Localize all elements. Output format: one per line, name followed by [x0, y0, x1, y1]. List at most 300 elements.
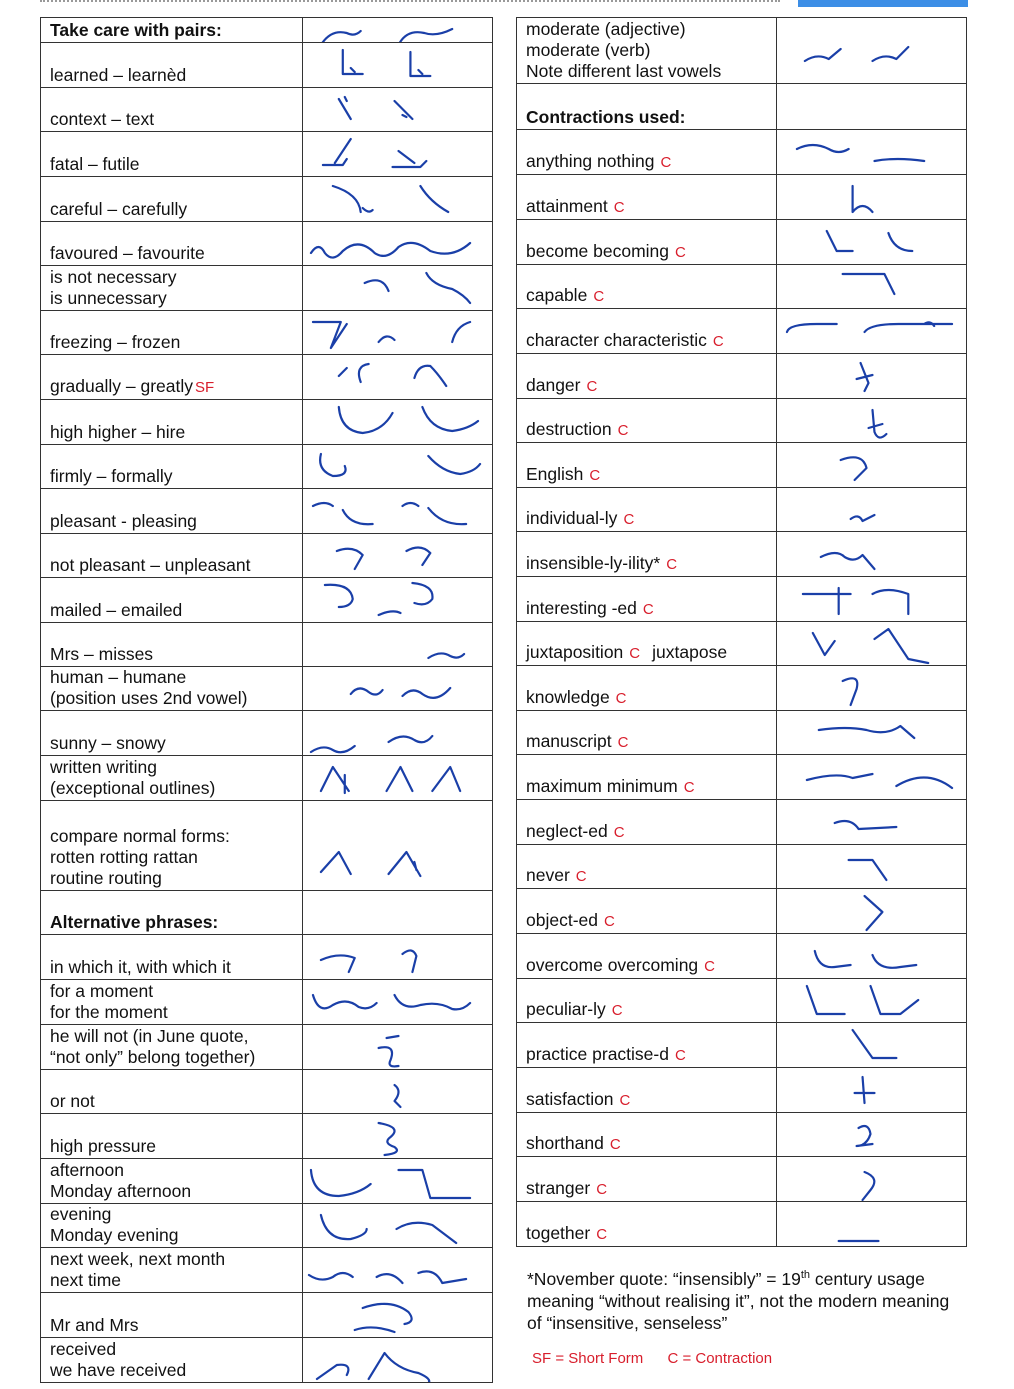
- left-label: [41, 600, 302, 622]
- right-label-line: peculiar-ly C: [526, 999, 623, 1019]
- left-shorthand-cell: [303, 1204, 493, 1248]
- left-shorthand-cell: [303, 266, 493, 311]
- left-shorthand-cell: [303, 980, 493, 1025]
- left-table: [40, 17, 493, 1383]
- shorthand-outline: [303, 535, 492, 577]
- left-row: [41, 132, 493, 177]
- right-label-line: maximum minimum C: [526, 776, 695, 796]
- pen-stroke: [815, 951, 916, 968]
- shorthand-outline: [303, 223, 492, 265]
- right-label-line: neglect-ed C: [526, 821, 625, 841]
- left-label: [41, 667, 302, 710]
- right-shorthand-cell: [777, 711, 967, 755]
- shorthand-outline: [777, 310, 966, 353]
- left-label-cell: [41, 1293, 303, 1338]
- right-shorthand-cell: [777, 130, 967, 175]
- left-label-cell: [41, 177, 303, 222]
- shorthand-strokes: [303, 89, 492, 131]
- pen-stroke: [323, 139, 426, 167]
- left-row: [41, 222, 493, 266]
- pen-stroke: [321, 1215, 456, 1243]
- shorthand-strokes: [777, 1069, 966, 1112]
- right-label-line: overcome overcoming C: [526, 955, 715, 975]
- left-row: [41, 177, 493, 222]
- left-label-cell: [41, 1159, 303, 1204]
- legend: [532, 1350, 772, 1367]
- left-label: [41, 511, 302, 533]
- right-label: [517, 330, 776, 353]
- left-label-line: fatal – futile: [50, 154, 140, 174]
- shorthand-outline: [777, 400, 966, 442]
- left-shorthand-cell: [303, 534, 493, 578]
- shorthand-strokes: [777, 221, 966, 264]
- left-row: [41, 1159, 493, 1204]
- left-row: [41, 1204, 493, 1248]
- left-label-line: high higher – hire: [50, 422, 186, 442]
- left-row: [41, 578, 493, 623]
- right-label-cell: [517, 577, 777, 622]
- right-table-body: [517, 18, 967, 1247]
- left-label-line: human – humane: [50, 667, 187, 687]
- right-row: [517, 889, 967, 934]
- pen-stroke: [797, 145, 924, 161]
- shorthand-strokes: [303, 490, 492, 533]
- left-label: [41, 757, 302, 800]
- contraction-tag: C: [615, 690, 627, 707]
- left-label: [41, 243, 302, 265]
- left-row: [41, 355, 493, 400]
- left-row: [41, 18, 493, 43]
- left-label-cell: [41, 623, 303, 667]
- right-label: [517, 865, 776, 888]
- pen-stroke: [395, 1085, 401, 1107]
- shorthand-strokes: [303, 267, 492, 310]
- right-shorthand-cell: [777, 934, 967, 979]
- pen-stroke: [857, 363, 873, 391]
- contraction-tag: C: [589, 467, 601, 484]
- contraction-tag: C: [596, 1181, 608, 1198]
- right-label-cell: [517, 532, 777, 577]
- shorthand-strokes: [777, 667, 966, 710]
- left-row: [41, 1070, 493, 1114]
- shorthand-outline: [303, 312, 492, 354]
- left-label-line: written writing: [50, 757, 157, 777]
- pen-stroke: [855, 1077, 875, 1103]
- shorthand-strokes: [303, 802, 492, 890]
- right-shorthand-cell: [777, 1202, 967, 1247]
- left-label: [41, 466, 302, 488]
- shorthand-outline: [303, 579, 492, 622]
- left-label: [41, 1339, 302, 1382]
- shorthand-strokes: [777, 489, 966, 531]
- pen-stroke: [865, 896, 883, 930]
- left-shorthand-cell: [303, 1338, 493, 1383]
- left-label-line: Monday afternoon: [50, 1181, 192, 1201]
- left-row: [41, 43, 493, 88]
- left-label: [41, 267, 302, 310]
- shorthand-strokes: [777, 533, 966, 576]
- right-row: [517, 130, 967, 175]
- right-label: [517, 19, 776, 83]
- shorthand-strokes: [777, 400, 966, 442]
- right-label-line: object-ed C: [526, 910, 615, 930]
- right-label-cell: [517, 889, 777, 934]
- left-label-cell: [41, 222, 303, 266]
- left-label-line: pleasant - pleasing: [50, 511, 197, 531]
- left-label-line: evening: [50, 1204, 112, 1224]
- right-label-cell: [517, 84, 777, 130]
- left-label-line: high pressure: [50, 1136, 157, 1156]
- shorthand-strokes: [303, 757, 492, 800]
- right-row: [517, 443, 967, 488]
- left-label-line: Alternative phrases:: [50, 912, 219, 932]
- shorthand-outline: [777, 712, 966, 754]
- right-shorthand-cell: [777, 979, 967, 1023]
- right-shorthand-cell: [777, 399, 967, 443]
- shorthand-strokes: [303, 668, 492, 710]
- shorthand-outline: [303, 1160, 492, 1203]
- shorthand-outline: [777, 756, 966, 799]
- left-row: [41, 801, 493, 891]
- left-label-line: context – text: [50, 109, 155, 129]
- pen-stroke: [351, 688, 450, 698]
- left-shorthand-cell: [303, 801, 493, 891]
- pen-stroke: [325, 583, 433, 615]
- right-row: [517, 1068, 967, 1113]
- right-row: [517, 488, 967, 532]
- left-label-line: “not only” belong together): [50, 1047, 256, 1067]
- right-label-line: anything nothing C: [526, 151, 672, 171]
- left-label: [41, 912, 302, 934]
- left-label-cell: [41, 489, 303, 534]
- right-label-cell: [517, 488, 777, 532]
- left-label-cell: [41, 980, 303, 1025]
- shorthand-outline: [303, 624, 492, 666]
- left-label-cell: [41, 801, 303, 891]
- left-row: [41, 891, 493, 935]
- right-shorthand-cell: [777, 577, 967, 622]
- left-label: [41, 376, 302, 399]
- shorthand-strokes: [303, 535, 492, 577]
- shorthand-strokes: [777, 890, 966, 933]
- shorthand-strokes: [777, 444, 966, 487]
- pen-stroke: [339, 364, 446, 386]
- left-label: [41, 957, 302, 979]
- right-label: [517, 1089, 776, 1112]
- right-label: [517, 955, 776, 978]
- left-label-cell: [41, 355, 303, 400]
- shorthand-outline: [303, 802, 492, 890]
- left-label-line: Mr and Mrs: [50, 1315, 139, 1335]
- contraction-tag: C: [617, 422, 629, 439]
- left-shorthand-cell: [303, 935, 493, 980]
- right-row: [517, 622, 967, 666]
- shorthand-strokes: [777, 1024, 966, 1067]
- left-label: [41, 332, 302, 354]
- left-row: [41, 935, 493, 980]
- shorthand-outline: [777, 1024, 966, 1067]
- right-label: [517, 241, 776, 264]
- right-label: [517, 999, 776, 1022]
- right-shorthand-cell: [777, 488, 967, 532]
- shorthand-strokes: [777, 131, 966, 174]
- right-label-cell: [517, 130, 777, 175]
- contraction-tag: C: [660, 154, 672, 171]
- right-shorthand-cell: [777, 889, 967, 934]
- right-shorthand-cell: [777, 1068, 967, 1113]
- right-label: [517, 285, 776, 308]
- left-shorthand-cell: [303, 891, 493, 935]
- left-label-cell: [41, 311, 303, 355]
- left-row: [41, 445, 493, 489]
- left-label: [41, 555, 302, 577]
- left-label-line: (position uses 2nd vowel): [50, 688, 248, 708]
- left-label-line: sunny – snowy: [50, 733, 166, 753]
- right-row: [517, 1202, 967, 1247]
- right-shorthand-cell: [777, 1023, 967, 1068]
- shorthand-outline: [303, 267, 492, 310]
- right-label-cell: [517, 1068, 777, 1113]
- right-label: [517, 419, 776, 442]
- contraction-tag: C: [596, 1226, 608, 1243]
- left-label: [41, 1249, 302, 1292]
- right-label-cell: [517, 622, 777, 666]
- right-label: [517, 196, 776, 219]
- footnote: [527, 1264, 957, 1334]
- left-label: [41, 1091, 302, 1113]
- pen-stroke: [311, 736, 432, 752]
- right-row: [517, 220, 967, 265]
- right-label-cell: [517, 1113, 777, 1157]
- right-label-line: destruction C: [526, 419, 629, 439]
- header-accent-bar: [798, 0, 968, 7]
- right-label: [517, 1133, 776, 1156]
- left-row: [41, 980, 493, 1025]
- right-row: [517, 354, 967, 399]
- left-label: [41, 422, 302, 444]
- left-label-cell: [41, 1204, 303, 1248]
- right-row: [517, 1023, 967, 1068]
- contraction-tag: C: [642, 601, 654, 618]
- pen-stroke: [309, 1271, 466, 1283]
- shorthand-outline: [303, 1071, 492, 1113]
- right-label: [517, 107, 776, 129]
- right-shorthand-cell: [777, 265, 967, 309]
- shorthand-outline: [303, 1205, 492, 1247]
- shorthand-outline: [303, 892, 492, 934]
- pen-stroke: [835, 821, 897, 829]
- pen-stroke: [843, 274, 895, 294]
- left-label: [41, 1026, 302, 1069]
- contraction-tag: C: [604, 913, 615, 930]
- left-shorthand-cell: [303, 222, 493, 266]
- right-label: [517, 464, 776, 487]
- right-label-cell: [517, 1023, 777, 1068]
- left-shorthand-cell: [303, 1025, 493, 1070]
- shorthand-outline: [777, 489, 966, 531]
- left-label-line: or not: [50, 1091, 95, 1111]
- left-label: [41, 1315, 302, 1337]
- right-label-cell: [517, 220, 777, 265]
- pen-stroke: [321, 29, 452, 42]
- shorthand-strokes: [777, 1203, 966, 1246]
- pen-stroke: [851, 515, 875, 521]
- left-label-cell: [41, 445, 303, 489]
- left-shorthand-cell: [303, 400, 493, 445]
- right-row: [517, 175, 967, 220]
- shorthand-outline: [303, 89, 492, 131]
- right-label: [517, 151, 776, 174]
- shorthand-outline: [303, 1026, 492, 1069]
- right-label-line: shorthand C: [526, 1133, 621, 1153]
- pen-stroke: [821, 553, 875, 569]
- shorthand-outline: [777, 890, 966, 933]
- contraction-tag: C: [666, 556, 678, 573]
- pen-stroke: [803, 588, 908, 614]
- right-label-cell: [517, 1202, 777, 1247]
- pen-stroke: [853, 1030, 897, 1058]
- right-label-line: interesting -ed C: [526, 598, 654, 618]
- shorthand-strokes: [303, 1205, 492, 1247]
- shorthand-strokes: [777, 176, 966, 219]
- right-shorthand-cell: [777, 354, 967, 399]
- left-label-cell: [41, 1338, 303, 1383]
- pen-stroke: [813, 629, 928, 663]
- right-label-cell: [517, 309, 777, 354]
- right-row: [517, 309, 967, 354]
- left-label-line: rotten rotting rattan: [50, 847, 198, 867]
- shorthand-outline: [777, 1158, 966, 1201]
- left-label-line: learned – learnèd: [50, 65, 187, 85]
- shorthand-strokes: [777, 980, 966, 1022]
- right-shorthand-cell: [777, 1157, 967, 1202]
- right-label-line: capable C: [526, 285, 605, 305]
- contraction-tag: C: [674, 1047, 686, 1064]
- contraction-tag: C: [683, 779, 695, 796]
- shorthand-strokes: [303, 223, 492, 265]
- shorthand-outline: [777, 980, 966, 1022]
- shorthand-strokes: [777, 310, 966, 353]
- pen-stroke: [365, 273, 470, 303]
- right-row: [517, 755, 967, 800]
- left-label-line: Mrs – misses: [50, 644, 154, 664]
- right-table: [516, 17, 967, 1247]
- left-row: [41, 667, 493, 711]
- shorthand-strokes: [777, 756, 966, 799]
- shorthand-strokes: [777, 935, 966, 978]
- left-label-cell: [41, 1025, 303, 1070]
- right-label-line: danger C: [526, 375, 598, 395]
- left-row: [41, 489, 493, 534]
- left-row: [41, 534, 493, 578]
- left-label-line: is unnecessary: [50, 288, 167, 308]
- right-label-cell: [517, 711, 777, 755]
- shorthand-outline: [303, 981, 492, 1024]
- contraction-tag: C: [609, 1136, 621, 1153]
- shorthand-strokes: [303, 981, 492, 1024]
- pen-stroke: [321, 950, 416, 972]
- left-shorthand-cell: [303, 18, 493, 43]
- contraction-tag: C: [704, 958, 715, 975]
- pen-stroke: [819, 726, 914, 738]
- left-label-line: (exceptional outlines): [50, 778, 216, 798]
- pen-stroke: [339, 97, 413, 119]
- left-label: [41, 1204, 302, 1247]
- left-shorthand-cell: [303, 1114, 493, 1159]
- shorthand-strokes: [303, 356, 492, 399]
- shorthand-strokes: [777, 1114, 966, 1156]
- left-shorthand-cell: [303, 43, 493, 88]
- pen-stroke: [805, 47, 908, 61]
- left-shorthand-cell: [303, 132, 493, 177]
- right-label-cell: [517, 399, 777, 443]
- shorthand-outline: [303, 401, 492, 444]
- right-label-line: together C: [526, 1223, 608, 1243]
- right-label-line: practice practise-d C: [526, 1044, 686, 1064]
- right-row: [517, 934, 967, 979]
- shorthand-strokes: [303, 712, 492, 755]
- contraction-tag: C: [623, 511, 635, 528]
- pen-stroke: [849, 860, 887, 880]
- left-label: [41, 1136, 302, 1158]
- left-label-line: Take care with pairs:: [50, 20, 222, 40]
- right-row: [517, 265, 967, 309]
- shorthand-outline: [303, 936, 492, 979]
- right-label-cell: [517, 755, 777, 800]
- shorthand-strokes: [777, 712, 966, 754]
- left-label-line: we have received: [50, 1360, 187, 1380]
- left-shorthand-cell: [303, 711, 493, 756]
- pen-stroke: [787, 322, 952, 332]
- right-label: [517, 1178, 776, 1201]
- left-row: [41, 623, 493, 667]
- contraction-tag: C: [617, 734, 629, 751]
- shorthand-strokes: [777, 578, 966, 621]
- left-label-cell: [41, 88, 303, 132]
- shorthand-outline: [303, 356, 492, 399]
- left-label-cell: [41, 43, 303, 88]
- left-row: [41, 1025, 493, 1070]
- shorthand-outline: [777, 1069, 966, 1112]
- shorthand-strokes: [777, 623, 966, 665]
- right-shorthand-cell: [777, 622, 967, 666]
- right-shorthand-cell: [777, 220, 967, 265]
- pen-stroke: [857, 1126, 873, 1146]
- left-label: [41, 154, 302, 176]
- left-shorthand-cell: [303, 177, 493, 222]
- shorthand-strokes: [303, 1294, 492, 1337]
- right-shorthand-cell: [777, 443, 967, 488]
- right-row: [517, 18, 967, 84]
- right-label-line: insensible-ly-ility* C: [526, 553, 678, 573]
- right-row: [517, 1113, 967, 1157]
- pen-stroke: [313, 995, 470, 1009]
- right-label: [517, 642, 776, 665]
- shorthand-outline: [303, 712, 492, 755]
- right-label-cell: [517, 934, 777, 979]
- shorthand-strokes: [303, 19, 492, 42]
- left-label-line: received: [50, 1339, 117, 1359]
- left-label-cell: [41, 1248, 303, 1293]
- left-label-line: for the moment: [50, 1002, 168, 1022]
- left-row: [41, 1338, 493, 1383]
- right-label-cell: [517, 443, 777, 488]
- right-row: [517, 800, 967, 845]
- right-row: [517, 666, 967, 711]
- left-label-cell: [41, 18, 303, 43]
- shorthand-outline: [303, 133, 492, 176]
- pen-stroke: [320, 454, 480, 476]
